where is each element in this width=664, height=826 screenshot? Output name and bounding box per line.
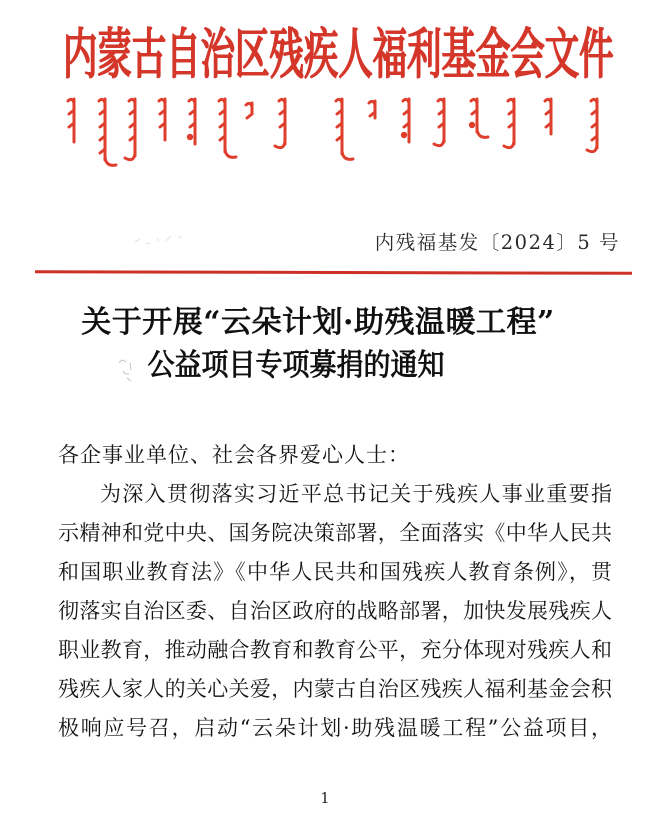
red-divider-line — [35, 270, 632, 275]
mongolian-script-band — [47, 93, 617, 181]
document-title-line2: 公益项目专项募捐的通知 — [147, 348, 445, 383]
paragraph-line: 示精神和党中央、国务院决策部署，全面落实《中华人民共 — [58, 521, 612, 545]
document-title-line1: 关于开展“云朵计划·助残温暖工程” — [81, 305, 555, 340]
letterhead — [0, 21, 664, 87]
paragraph-line: 职业教育，推动融合教育和教育公平，充分体现对残疾人和 — [58, 638, 612, 662]
paragraph-line: 残疾人家人的关心关爱，内蒙古自治区残疾人福利基金会积 — [58, 677, 612, 701]
paragraph-line: 彻落实自治区委、自治区政府的战略部署，加快发展残疾人 — [58, 599, 612, 623]
letterhead-title: 内蒙古自治区残疾人福利基金会文件 — [62, 21, 614, 87]
document-body — [58, 436, 612, 748]
paragraph — [58, 475, 612, 748]
salutation-line: 各企事业单位、社会各界爱心人士： — [58, 443, 410, 467]
paragraph-line: 极响应号召，启动“云朵计划·助残温暖工程”公益项目， — [58, 716, 612, 740]
scan-artifact-dots — [133, 232, 189, 248]
paragraph-line: 和国职业教育法》《中华人民共和国残疾人教育条例》，贯 — [58, 560, 612, 584]
paragraph-line: 为深入贯彻落实习近平总书记关于残疾人事业重要指 — [100, 482, 612, 506]
document-number: 内残福基发〔2024〕5 号 — [374, 231, 620, 254]
document-title — [0, 300, 664, 386]
page-number: 1 — [320, 791, 330, 807]
